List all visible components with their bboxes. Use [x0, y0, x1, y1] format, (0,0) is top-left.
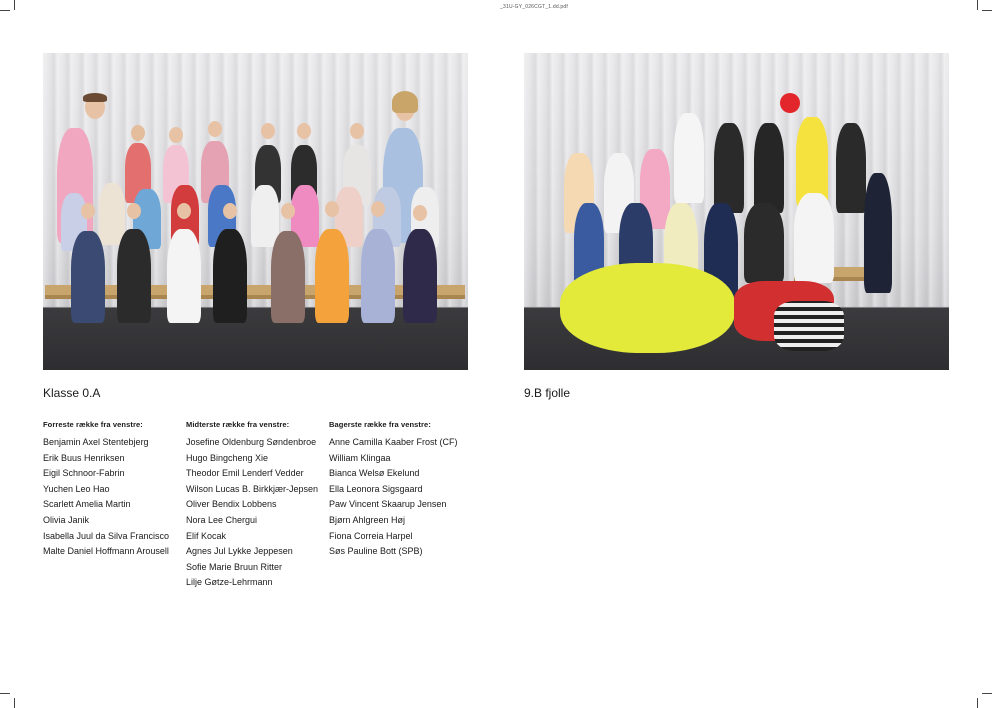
student-name: Josefine Oldenburg Søndenbroe	[186, 437, 317, 447]
student-name: Isabella Juul da Silva Francisco	[43, 530, 170, 541]
student-name: Eigil Schnoor-Fabrin	[43, 468, 125, 479]
student-name: Benjamin Axel Stentebjerg	[43, 437, 149, 447]
student-name: Søs Pauline Bott (SPB)	[329, 546, 423, 557]
back-row-header: Bagerste række fra venstre:	[329, 420, 431, 429]
student-name: Yuchen Leo Hao	[43, 483, 110, 494]
crop-mark	[982, 10, 992, 11]
crop-mark	[14, 698, 15, 708]
left-photo-caption: Klasse 0.A	[43, 386, 101, 400]
student-name: Olivia Janik	[43, 514, 90, 525]
student-name: Oliver Bendix Lobbens	[186, 499, 277, 510]
middle-row-header: Midterste række fra venstre:	[186, 420, 290, 429]
student-name: Wilson Lucas B. Birkkjær-Jepsen	[186, 483, 319, 494]
student-name: Hugo Bingcheng Xie	[186, 452, 269, 463]
front-row-column	[43, 420, 185, 560]
student-name: Erik Buus Henriksen	[43, 452, 125, 463]
student-name: Sofie Marie Bruun Ritter	[186, 561, 283, 572]
crop-mark	[0, 10, 10, 11]
student-name: Fiona Correia Harpel	[329, 530, 413, 541]
student-name: Bjørn Ahlgreen Høj	[329, 514, 406, 525]
student-name: Theodor Emil Lenderf Vedder	[186, 468, 304, 479]
right-photo-caption: 9.B fjolle	[524, 386, 571, 400]
student-name: Ella Leonora Sigsgaard	[329, 483, 423, 494]
student-name: Anne Camilla Kaaber Frost (CF)	[329, 437, 458, 447]
crop-mark	[977, 0, 978, 10]
class-photo-0a	[43, 53, 468, 370]
student-name: Elif Kocak	[186, 530, 227, 541]
slug-filename: _31U-GY_026CGT_1.dd.pdf	[500, 4, 568, 10]
student-name: Scarlett Amelia Martin	[43, 499, 131, 510]
middle-row-column	[186, 420, 328, 591]
student-name: Lilje Gøtze-Lehrmann	[186, 577, 273, 588]
student-name: Agnes Jul Lykke Jeppesen	[186, 546, 293, 557]
crop-mark	[982, 693, 992, 694]
crop-mark	[14, 0, 15, 10]
student-name: Paw Vincent Skaarup Jensen	[329, 499, 447, 510]
crop-mark	[0, 693, 10, 694]
student-name: Nora Lee Chergui	[186, 514, 258, 525]
crop-mark	[977, 698, 978, 708]
front-row-header: Forreste række fra venstre:	[43, 420, 143, 429]
back-row-column	[329, 420, 471, 560]
student-name: Malte Daniel Hoffmann Arousell	[43, 546, 169, 557]
student-name: Bianca Welsø Ekelund	[329, 468, 420, 479]
class-photo-9b	[524, 53, 949, 370]
student-name: William Klingaa	[329, 452, 391, 463]
